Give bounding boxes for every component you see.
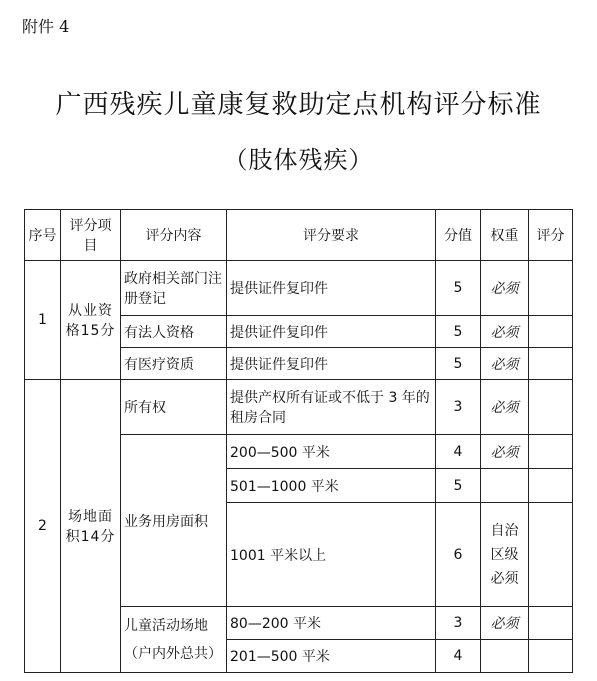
document-title: 广西残疾儿童康复救助定点机构评分标准 — [55, 90, 542, 120]
score-cell: 4 — [436, 435, 481, 469]
content-cell: 儿童活动场地（户内外总共） — [121, 607, 227, 673]
weight-cell: 必须 — [481, 316, 529, 348]
header-requirement: 评分要求 — [227, 210, 436, 261]
requirement-cell: 提供证件复印件 — [227, 261, 436, 316]
requirement-cell: 提供证件复印件 — [227, 316, 436, 348]
requirement-cell: 201—500 平米 — [227, 640, 436, 673]
rating-cell — [529, 261, 573, 316]
header-no: 序号 — [25, 210, 61, 261]
content-cell: 有医疗资质 — [121, 348, 227, 380]
content-cell: 业务用房面积 — [121, 435, 227, 607]
header-content: 评分内容 — [121, 210, 227, 261]
requirement-cell: 80—200 平米 — [227, 607, 436, 640]
score-cell: 3 — [436, 607, 481, 640]
rating-cell — [529, 348, 573, 380]
requirement-cell: 1001 平米以上 — [227, 503, 436, 607]
requirement-cell: 提供产权所有证或不低于 3 年的租房合同 — [227, 380, 436, 435]
weight-cell: 必须 — [481, 380, 529, 435]
annex-label: 附件 4 — [22, 17, 70, 36]
weight-cell: 必须 — [481, 607, 529, 640]
content-cell: 所有权 — [121, 380, 227, 435]
requirement-cell: 501—1000 平米 — [227, 469, 436, 503]
table-row — [25, 380, 573, 435]
row-number: 2 — [25, 380, 61, 673]
table-header-row — [25, 210, 573, 261]
rating-cell — [529, 435, 573, 469]
rating-cell — [529, 469, 573, 503]
row-number: 1 — [25, 261, 61, 380]
header-rating: 评分 — [529, 210, 573, 261]
requirement-cell: 200—500 平米 — [227, 435, 436, 469]
rating-cell — [529, 380, 573, 435]
score-cell: 5 — [436, 469, 481, 503]
score-cell: 5 — [436, 348, 481, 380]
rating-cell — [529, 503, 573, 607]
weight-cell: 必须 — [481, 261, 529, 316]
requirement-cell: 提供证件复印件 — [227, 348, 436, 380]
rating-cell — [529, 316, 573, 348]
weight-cell: 必须 — [481, 348, 529, 380]
content-cell: 有法人资格 — [121, 316, 227, 348]
score-cell: 3 — [436, 380, 481, 435]
weight-cell: 必须 — [481, 435, 529, 469]
document-subtitle: （肢体残疾） — [223, 146, 374, 174]
header-item: 评分项目 — [61, 210, 121, 261]
rating-cell — [529, 607, 573, 640]
score-cell: 4 — [436, 640, 481, 673]
score-cell: 5 — [436, 316, 481, 348]
weight-cell — [481, 469, 529, 503]
weight-cell — [481, 640, 529, 673]
header-weight: 权重 — [481, 210, 529, 261]
item-name: 场地面积14分 — [61, 380, 121, 673]
table-row — [25, 261, 573, 316]
header-score: 分值 — [436, 210, 481, 261]
rating-cell — [529, 640, 573, 673]
content-cell: 政府相关部门注册登记 — [121, 261, 227, 316]
scoring-table — [24, 209, 573, 673]
weight-cell: 自治区级必须 — [481, 503, 529, 607]
score-cell: 6 — [436, 503, 481, 607]
item-name: 从业资格15分 — [61, 261, 121, 380]
score-cell: 5 — [436, 261, 481, 316]
